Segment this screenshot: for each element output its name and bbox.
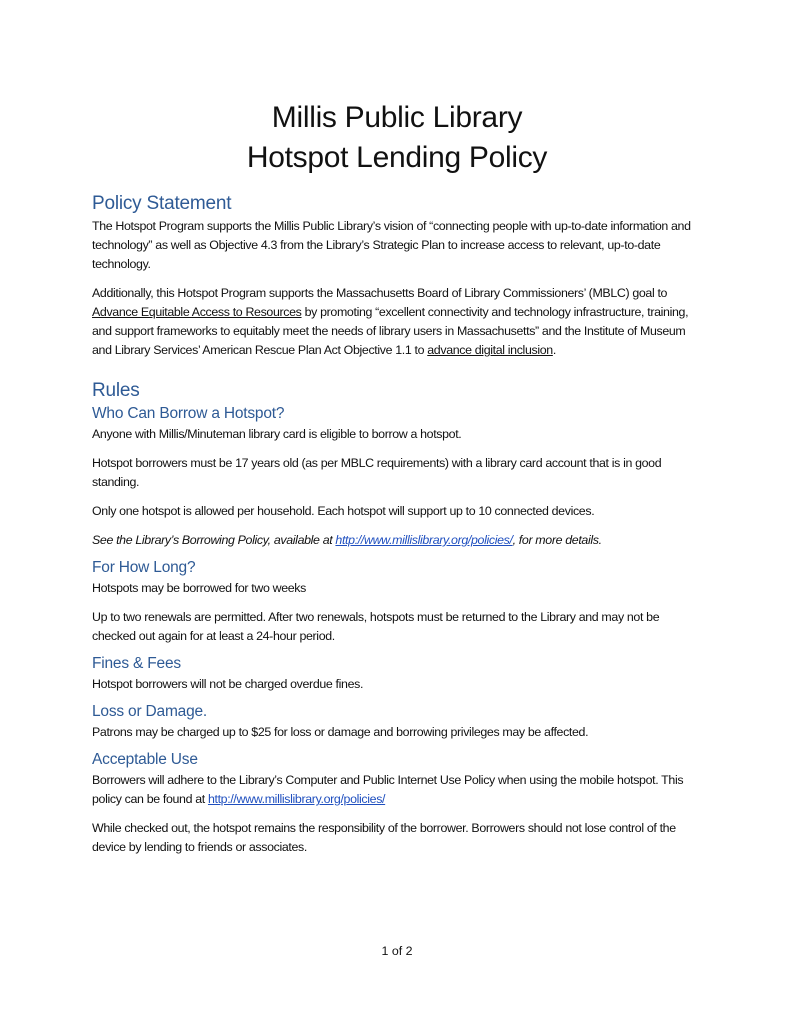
heading-for-how-long: For How Long? — [92, 559, 196, 576]
link-advance-digital-inclusion[interactable]: advance digital inclusion — [427, 343, 553, 357]
document-body — [92, 193, 702, 867]
title-line-library: Millis Public Library — [271, 101, 523, 134]
paragraph-policy-vision: The Hotspot Program supports the Millis Public Library’s vision of “connecting people with up-to-date information and technology” as well as Objective 4.3 from the Library’s Strategic Plan to increase access to relevant, up-to-date technology. — [92, 219, 691, 271]
heading-loss-damage: Loss or Damage. — [92, 703, 208, 720]
paragraph-loss-damage: Patrons may be charged up to $25 for loss or damage and borrowing privileges may be affected. — [92, 725, 589, 739]
link-policies-url[interactable]: http://www.millislibrary.org/policies/ — [335, 533, 513, 547]
link-policies-url-2[interactable]: http://www.millislibrary.org/policies/ — [207, 792, 386, 806]
heading-fines-fees: Fines & Fees — [92, 655, 181, 672]
paragraph-loan-period: Hotspots may be borrowed for two weeks — [92, 581, 306, 595]
link-advance-equitable-access[interactable]: Advance Equitable Access to Resources — [92, 305, 302, 319]
paragraph-household-limit: Only one hotspot is allowed per household. Each hotspot will support up to 10 connected devices. — [92, 504, 595, 518]
paragraph-age-requirement: Hotspot borrowers must be 17 years old (as per MBLC requirements) with a library card account that is in good standing. — [92, 456, 662, 489]
page-number: 1 of 2 — [381, 944, 413, 958]
heading-policy-statement: Policy Statement — [92, 193, 232, 214]
paragraph-acceptable-use-policy — [92, 771, 702, 809]
paragraph-borrowing-policy-ref — [92, 531, 702, 550]
paragraph-fines: Hotspot borrowers will not be charged overdue fines. — [92, 677, 364, 691]
heading-acceptable-use: Acceptable Use — [92, 751, 198, 768]
title-line-policy: Hotspot Lending Policy — [246, 141, 548, 174]
heading-rules: Rules — [92, 380, 140, 401]
text-segment: , for more details. — [512, 533, 602, 547]
text-segment: Borrowers will adhere to the Library’s Computer and Public Internet Use Policy when using the mobile hotspot. This policy can be found at — [92, 773, 684, 806]
text-segment: See the Library’s Borrowing Policy, available at — [92, 533, 336, 547]
text-segment: by promoting “excellent connectivity and technology infrastructure, training, and support frameworks to equitably meet the needs of library users in Massachusetts” and the Institute of Museum and Library Services’ American Rescue Plan Act Objective 1.1 to — [92, 305, 689, 357]
paragraph-eligibility: Anyone with Millis/Minuteman library card is eligible to borrow a hotspot. — [92, 427, 462, 441]
document-title — [92, 98, 702, 178]
paragraph-renewals: Up to two renewals are permitted. After two renewals, hotspots must be returned to the Library and may not be checked out again for at least a 24-hour period. — [92, 610, 660, 643]
text-segment: Additionally, this Hotspot Program supports the Massachusetts Board of Library Commissioners’ (MBLC) goal to — [92, 286, 668, 300]
text-segment: . — [552, 343, 556, 357]
paragraph-borrower-responsibility: While checked out, the hotspot remains the responsibility of the borrower. Borrowers should not lose control of the device by lending to friends or associates. — [92, 821, 676, 854]
paragraph-policy-mblc — [92, 284, 702, 360]
heading-who-can-borrow: Who Can Borrow a Hotspot? — [92, 405, 285, 422]
